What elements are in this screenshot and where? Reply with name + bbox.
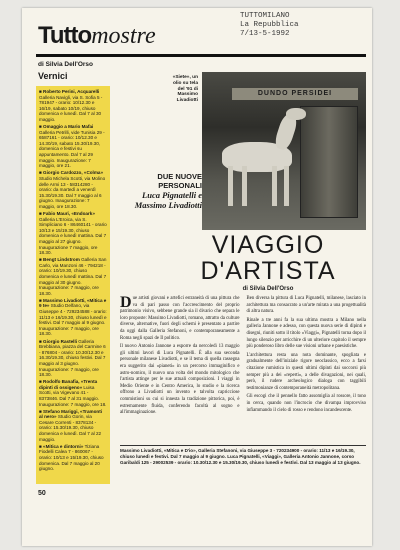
exhibition-info: Massimo Livadiotti, «Mitica e D'io», Galleria Stefanoni, via Giuseppe 3 - 720234900 - orario: 11/13 e 16/19.30, chiuso lunedì e festivi. Dal 7 maggio al 9 giugno. Luca Pignatelli, «Viaggi», Galleria Antonio Jannone, corso Garibaldi 125 - 29002539 - orario: 10.30/12.30 e 15.30/19.30, chiuso lunedì e festivi. Dal 13 maggio al 13 giugno. — [120, 445, 366, 465]
listing-details: Luisa Scotti, via Vigevano 41 - 8373846. Dal 7 al 31 maggio. Inaugurazione: 7 maggio, ore 18. — [39, 384, 107, 407]
listing-name: ■ «Mitica e dintorni» — [39, 443, 84, 449]
listing-item — [39, 379, 107, 407]
photo-horse-leg — [228, 166, 233, 206]
article-title-line2: D'ARTISTA — [200, 257, 336, 285]
listing-name: ■ Massimo Livadiotti, «Mitica e 9 te» — [39, 297, 107, 309]
paragraph-text: Il nuovo Antonio Jannone a esporre da nercoledì 13 maggio gli ultimi lavori di Luca Pignatelli. È alla sua seconda personale milanese Livadiotti, e se il tema di quella rassegna era suggerito dai «pianeti» in un percorso immaginifico e astro-nomico, il nuovo una volta del mondo mitologico che l'artista attinge per le sue attuali composizioni. I viaggi in Medio Oriente e in Centro America, lo studio e la ricerca offrono a Livadiotti un invento e talvolta capricciose commistioni su cui si innesta la tradizione pittorica, poi, è estremamente fluida, conferendo facoltà al sogno e all'immaginazione. — [120, 344, 240, 416]
listing-item — [39, 89, 107, 123]
masthead-mostre: mostre — [91, 23, 156, 49]
article-kicker: DUE NUOVE PERSONALI — [157, 172, 202, 190]
listing-item — [39, 124, 107, 169]
listing-item — [39, 444, 107, 472]
photo-horse-leg — [272, 166, 277, 206]
stamp-line-newspaper: La Repubblica — [240, 21, 299, 29]
stamp-line-publication: TUTTOMILANO — [240, 12, 290, 20]
photo-caption: «Siete», un olio su tela del '91 di Massimo Livadiotti — [172, 75, 198, 104]
section-title: Vernici — [38, 71, 68, 81]
listing-details: Studio Michela Scotti, via Molino delle Armi 13 - 58314280 - orario: da martedì a venerdì 15.30/19.30. Dal 7 maggio al 6 giugno. Inaugurazione: 7 maggio, ore 18.30. — [39, 175, 106, 209]
article-title — [168, 232, 368, 284]
article-paragraph — [247, 318, 367, 351]
paragraph-text: Ben diversa la pittura di Luca Pignatelli, milanese, lasciato in architettura ma consacrato a un'arte mirata a una progettualità di altra natura. — [246, 296, 366, 315]
paragraph-text: ue artisti giovani e artefici estraneità di una pittura che va di pari passo con l'accrescimento del proprio patrimonio visivo, sebbene grande sia il divario che separa le loro proposte: Massimo Livadiotti, romano, attratto da culture diverse, alternative, fuori degli schemi è presentato a partire da oggi dalla Galleria Stefanoni, e contemporaneamente a Roma negli spazi de Il politico. — [120, 296, 240, 341]
listing-name: ■ Bengt Lindstrom — [39, 257, 80, 263]
article-paragraph — [120, 296, 240, 342]
stamp-line-date: 7/13-5-1992 — [240, 30, 290, 38]
listing-item — [39, 257, 107, 296]
listing-name: ■ Rodolfo Banafia, «Trenta dipinti di ossigeno» — [39, 379, 98, 390]
masthead — [38, 22, 228, 52]
listing-details: Galleria Petrilli, vide Tunisia 29 - 6587161 - orario: 10/12.30 e 14.30/19, sabato 15.30/19.30, domenica e festivi su appuntamento. Dal 7 al 29 maggio. Inaugurazione: 7 maggio, ore 21. — [39, 129, 105, 169]
paragraph-text: Rinale a tre anni fa la sua ultima mostra a Milano nella galleria Jannone e adesso, con questa nuova serie di dipinti e disegni, riuniti sotto il titolo «Viaggi», Pignatelli torna dopo il lungo silenzio per arricchire di un ulteriore capitolo il sempre più ponderoso libro delle sue visioni urbane e paesistiche. — [246, 317, 366, 350]
article-deck: Luca Pignatelli e Massimo Livadiotti — [134, 190, 202, 210]
listing-details: Tiziana Fiodelli Calea 7 - 860067 - orario: 10/13 e 15/19.30, chiuso domenica. Dal 7 maggio al 20 giugno. — [39, 443, 104, 472]
photo-horse-leg — [284, 166, 289, 206]
photo-door — [300, 106, 358, 218]
listing-details: Galleria Brebbiana, piazza del Carmine 6 - 876804 - orario: 10.30/12.30 e 16.30/19.30, chiuso festivi. Dal 7 maggio al 3 giugno. Inaugurazione: 7 maggio, ore 18.30. — [39, 338, 106, 378]
archive-stamp — [240, 12, 360, 39]
listing-name: ■ Fabio Mauri, «Endoark» — [39, 210, 95, 216]
listing-details: Galleria Navigli, via S. Sofia 5 - 781947 - orario: 10/12.30 e 16/19, sabato 10/19, chiuso domenica e lunedì. Dal 7 al 30 maggio. — [39, 94, 103, 122]
listing-name: ■ Giorgio Cardozzo, «Colma» — [39, 170, 104, 176]
article-paragraph — [247, 296, 367, 316]
article-paragraph — [247, 394, 367, 414]
article-paragraph — [120, 344, 240, 417]
listing-name: ■ Giorgio Rastelli — [39, 338, 77, 344]
article-title-line1: VIAGGIO — [211, 231, 325, 259]
listing-details: Galleria San Carlo, via Manzoni 46 - 794218 - orario: 10/19.30, chiuso domenica e lunedì mattina. Dal 7 maggio al 30 giugno. Inaugurazione: 7 maggio, ore 18.30. — [39, 257, 107, 296]
dropcap: D — [120, 294, 132, 311]
listing-item — [39, 298, 107, 337]
listing-details: Galleria L'Eroica, via S. Simpliciano 6 - 86460141 - orario 10/13 e 15/19.30, chiuso domenica e lunedì mattina. Dal 7 maggio al 27 giugno. Inaugurazione 7 maggio, ore 18.30. — [39, 216, 107, 256]
page-number: 50 — [38, 490, 46, 497]
artwork-photo — [202, 72, 366, 230]
article-byline: di Silvia Dell'Orso — [242, 286, 294, 292]
paragraph-text: L'architettura resta una nota dominante, spogliata e gradualmente dell'iniziale rigore neoclassico, ecco a farsi citazione rumistica in questi ultimi dipinti dai soccorsi più semper più a dei «reperti», a delle divagazioni, nei quali, però, il rudere archeologico dialoga con taggibili testimonianze di contemporaneità metropolitana. — [246, 352, 366, 391]
photo-horse-head — [286, 108, 306, 120]
listing-item — [39, 211, 107, 256]
photo-sign: DUNDO PERSIDEI — [232, 88, 358, 100]
vernici-sidebar — [36, 86, 110, 484]
listing-details: Studio Gorin, via Cesare Correnti - 8378134 - orario: 15.30/19.30, chiuso domenica e lunedì. Dal 7 al 22 maggio. — [39, 414, 102, 442]
photo-horse-leg — [242, 166, 247, 206]
listing-item — [39, 170, 107, 209]
listing-details: Studio Delfano, via Giuseppe 4 - 729234588 - orario: 11/13 e 16/19.30, chiuso lunedì e festivi. Dal 7 maggio al 9 giugno. Inaugurazione: 7 maggio, ore 18.30. — [39, 303, 107, 337]
masthead-tutto: Tutto — [38, 22, 92, 49]
article-paragraph — [247, 353, 367, 393]
listing-name: ■ Stefano Mariggi, «Tramonti al nero» — [39, 408, 103, 420]
listing-item — [39, 409, 107, 443]
listing-item — [39, 339, 107, 378]
masthead-rule — [36, 54, 366, 57]
paragraph-text: Gli escogi che il pennello fatto assomiglia al rossore, il tono in cerca, quando non l'incrocio che divampa improvviso infiammando il cielo di rosso e rendono incandescente. — [246, 394, 366, 413]
listing-name: ■ Roberto Perini, Acquarelli — [39, 89, 100, 94]
column-byline: di Silvia Dell'Orso — [38, 61, 94, 68]
listing-name: ■ Omaggio a Mario Mafai — [39, 124, 94, 130]
article-body — [120, 296, 366, 417]
